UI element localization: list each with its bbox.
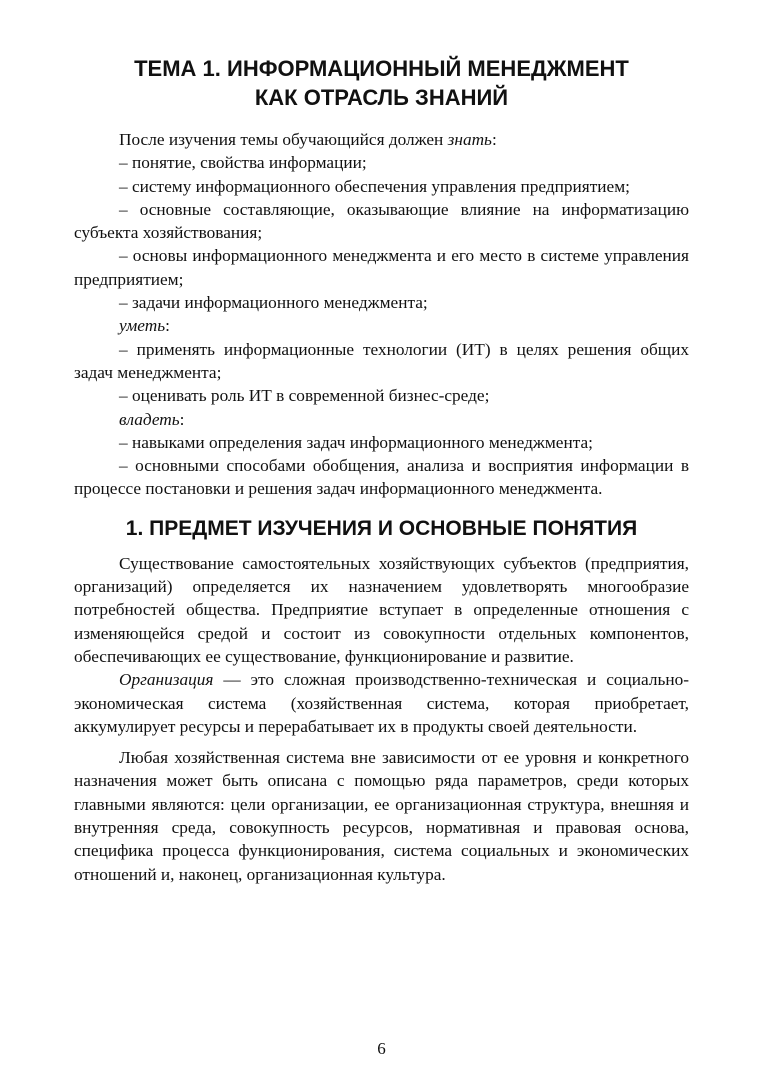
- section-heading: 1. ПРЕДМЕТ ИЗУЧЕНИЯ И ОСНОВНЫЕ ПОНЯТИЯ: [125, 516, 638, 540]
- page-title-line-1: ТЕМА 1. ИНФОРМАЦИОННЫЙ МЕНЕДЖМЕНТ: [134, 56, 629, 81]
- page-title: [74, 54, 689, 112]
- master-label-text: владеть: [119, 409, 180, 429]
- defined-term: Организация: [119, 670, 214, 690]
- learning-objectives: [74, 128, 689, 501]
- master-label-colon: :: [179, 409, 185, 429]
- able-label-text: уметь: [119, 316, 166, 336]
- know-item: – систему информационного обеспечения управления предприятием;: [119, 176, 630, 196]
- know-item: – задачи информационного менеджмента;: [119, 293, 428, 313]
- definition-text: — это сложная производственно-техническая и социально-экономическая система (хозяйственная система, которая приобретает, аккумулирует ресурсы и перерабатывает их в продукты своей деятельности.: [74, 670, 689, 736]
- master-item: – основными способами обобщения, анализа и восприятия информации в процессе постановки и решения задач информационного менеджмента.: [74, 456, 689, 499]
- able-label: [74, 314, 689, 337]
- objectives-know-label: знать: [447, 130, 492, 149]
- objectives-intro-text: После изучения темы обучающийся должен: [119, 130, 448, 149]
- body-paragraph: Любая хозяйственная система вне зависимости от ее уровня и конкретного назначения может быть описана с помощью ряда параметров, среди которых главными являются: цели организации, ее организационная структура, внешняя и внутренняя среда, совокупность ресурсов, нормативная и правовая основа, специфика процесса функционирования, система социальных и экономических отношений и, наконец, организационная культура.: [74, 748, 689, 884]
- able-item: – применять информационные технологии (ИТ) в целях решения общих задач менеджмента;: [74, 339, 689, 382]
- able-label-colon: :: [165, 316, 170, 336]
- page-title-line-2: КАК ОТРАСЛЬ ЗНАНИЙ: [254, 85, 509, 110]
- able-item: – оценивать роль ИТ в современной бизнес-среде;: [119, 386, 490, 406]
- section-body: [74, 552, 689, 886]
- know-item: – основы информационного менеджмента и его место в системе управления предприятием;: [74, 246, 689, 289]
- objectives-intro-colon: :: [491, 130, 497, 149]
- organization-definition-paragraph: [74, 668, 689, 738]
- body-paragraph: Существование самостоятельных хозяйствующих субъектов (предприятия, организаций) определяется их назначением удовлетворять многообразие потребностей общества. Предприятие вступает в определенные отношения с изменяющейся средой и состоит из совокупности отдельных компонентов, обеспечивающих ее существование, функционирование и развитие.: [74, 553, 689, 666]
- know-item: – основные составляющие, оказывающие влияние на информатизацию субъекта хозяйствования;: [74, 199, 689, 243]
- know-item: – понятие, свойства информации;: [119, 153, 367, 173]
- page-number: 6: [377, 1039, 386, 1058]
- objectives-intro: [74, 128, 689, 151]
- master-item: – навыками определения задач информационного менеджмента;: [119, 432, 593, 452]
- master-label: [74, 408, 689, 431]
